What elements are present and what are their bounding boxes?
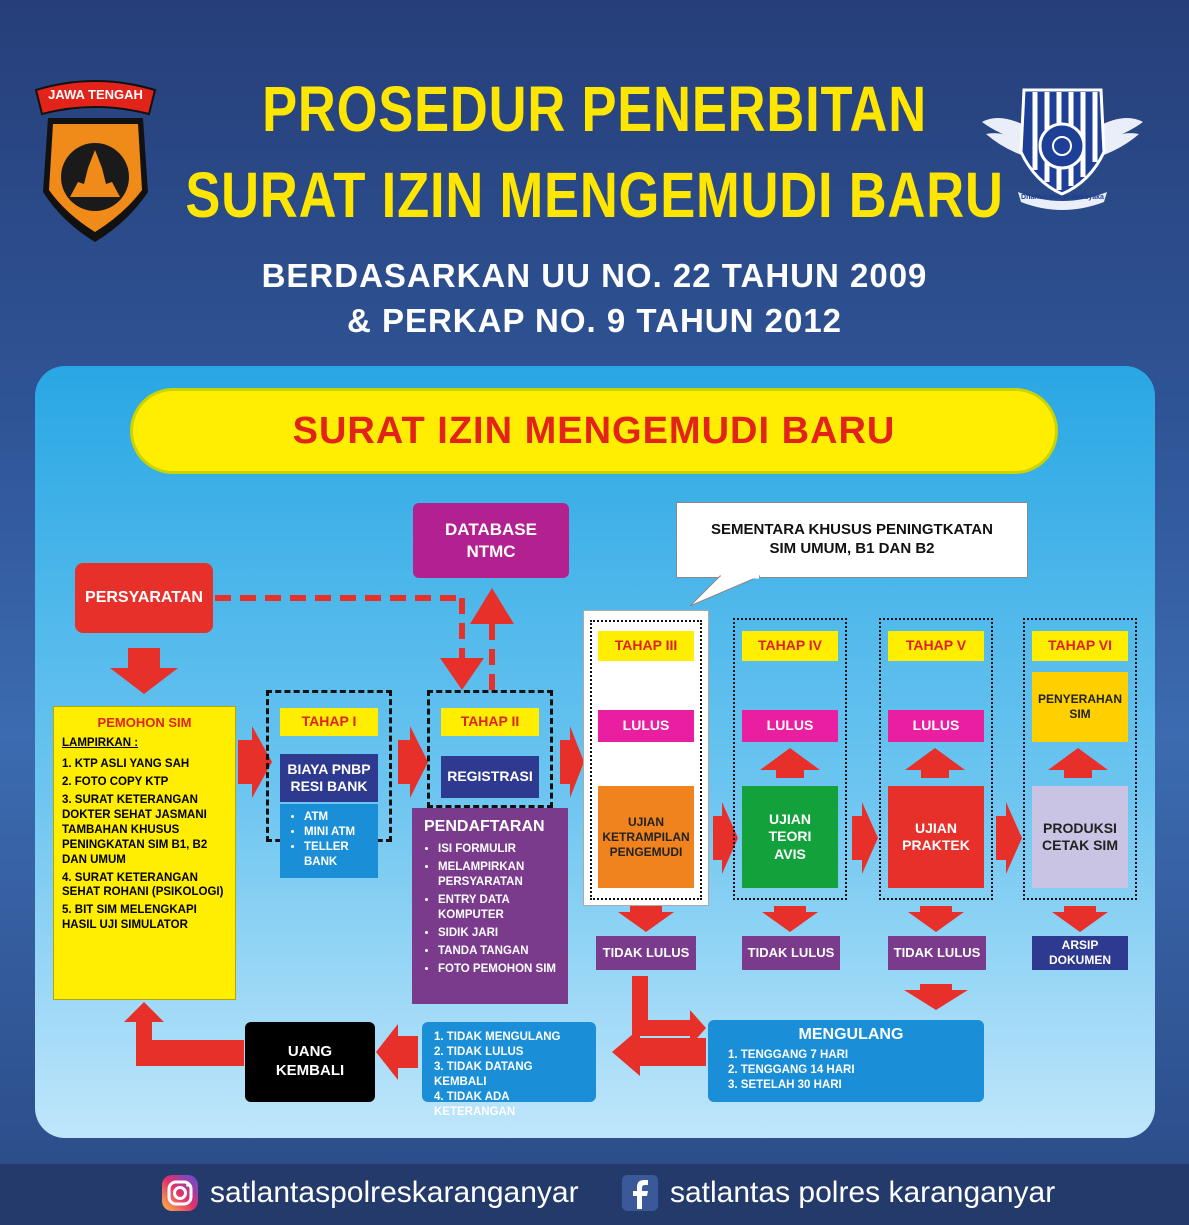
pendaftaran-title: PENDAFTARAN xyxy=(424,818,545,835)
callout-line2: SIM UMUM, B1 DAN B2 xyxy=(769,540,935,557)
tahap1-label: TAHAP I xyxy=(280,708,378,736)
facebook-link[interactable] xyxy=(620,1173,1055,1213)
pendaftaran-list xyxy=(424,842,560,977)
requirement-item: 1. KTP ASLI YANG SAH xyxy=(62,757,190,770)
page-title-line2: SURAT IZIN MENGEMUDI BARU xyxy=(185,159,1004,231)
callout-line1: SEMENTARA KHUSUS PENINGTKATAN xyxy=(711,521,993,539)
tahap3-fail: TIDAK LULUS xyxy=(596,936,696,970)
pendaftaran-item: • SIDIK JARI xyxy=(438,926,560,941)
payment-method-item: • MINI ATM xyxy=(304,825,372,840)
pendaftaran-item: • FOTO PEMOHON SIM xyxy=(438,962,560,977)
pendaftaran-item: • MELAMPIRKAN PERSYARATAN xyxy=(438,860,560,890)
tahap4-fail: TIDAK LULUS xyxy=(742,936,840,970)
tidak-item: 3. TIDAK DATANG KEMBALI xyxy=(434,1060,533,1088)
tidak-list xyxy=(434,1030,588,1120)
database-line2: NTMC xyxy=(466,541,516,561)
mengulang-item: 1. TENGGANG 7 HARI xyxy=(728,1049,849,1061)
produksi-cetak-box: PRODUKSI CETAK SIM xyxy=(1032,786,1128,888)
tahap2-label: TAHAP II xyxy=(441,708,539,736)
tahap4-lulus: LULUS xyxy=(742,710,838,742)
pemohon-title: PEMOHON SIM xyxy=(97,715,192,730)
instagram-handle: satlantaspolreskaranganyar xyxy=(210,1176,579,1209)
pendaftaran-item: • TANDA TANGAN xyxy=(438,944,560,959)
uang-line2: KEMBALI xyxy=(275,1062,345,1079)
instagram-icon xyxy=(160,1173,200,1213)
tahap5-fail: TIDAK LULUS xyxy=(888,936,986,970)
mengulang-item: 2. TENGGANG 14 HARI xyxy=(728,1063,855,1076)
mengulang-title: MENGULANG xyxy=(798,1026,904,1043)
pemohon-sim-box xyxy=(53,706,236,1000)
facebook-handle: satlantas polres karanganyar xyxy=(670,1176,1056,1209)
database-line1: DATABASE xyxy=(445,520,537,540)
tidak-item: 1. TIDAK MENGULANG xyxy=(434,1031,561,1043)
lampiran-label: LAMPIRKAN : xyxy=(62,737,139,749)
callout-note xyxy=(676,502,1028,578)
tahap6-label: TAHAP VI xyxy=(1032,631,1128,661)
mengulang-list xyxy=(728,1048,974,1093)
ujian-ketrampilan-box: UJIAN KETRAMPILAN PENGEMUDI xyxy=(598,786,694,888)
payment-method-item: • ATM xyxy=(304,810,372,825)
uang-line1: UANG xyxy=(287,1043,333,1061)
persyaratan-box: PERSYARATAN xyxy=(75,563,213,633)
pendaftaran-box xyxy=(412,808,568,1004)
registrasi-box: REGISTRASI xyxy=(441,756,539,798)
mengulang-box xyxy=(708,1020,984,1102)
facebook-icon xyxy=(620,1173,660,1213)
tidak-list-box xyxy=(422,1022,596,1118)
requirement-item: 5. BIT SIM MELENGKAPI HASIL UJI SIMULATOR xyxy=(62,904,197,932)
penyerahan-sim-box: PENYERAHAN SIM xyxy=(1032,672,1128,742)
tahap3-lulus: LULUS xyxy=(598,710,694,742)
badge-label: JAWA TENGAH xyxy=(48,87,143,102)
tidak-item: 2. TIDAK LULUS xyxy=(434,1045,524,1058)
requirement-item: 4. SURAT KETERANGAN SEHAT ROHANI (PSIKOLOGI) xyxy=(62,871,224,899)
instagram-link[interactable] xyxy=(160,1173,579,1213)
ujian-teori-box: UJIAN TEORI AVIS xyxy=(742,786,838,888)
payment-methods-box xyxy=(280,804,378,878)
tahap4-label: TAHAP IV xyxy=(742,631,838,661)
pendaftaran-item: • ISI FORMULIR xyxy=(438,842,560,857)
tahap5-lulus: LULUS xyxy=(888,710,984,742)
requirement-item: 2. FOTO COPY KTP xyxy=(62,775,169,788)
pendaftaran-item: • ENTRY DATA KOMPUTER xyxy=(438,893,560,923)
page-title-line1: PROSEDUR PENERBITAN xyxy=(262,73,927,145)
payment-method-item: • TELLER BANK xyxy=(304,840,372,870)
requirement-item: 3. SURAT KETERANGAN DOKTER SEHAT JASMANI TAMBAHAN KHUSUS PENINGKATAN SIM B1, B2 DAN UMUM xyxy=(62,793,208,866)
section-banner: SURAT IZIN MENGEMUDI BARU xyxy=(130,388,1058,474)
ujian-praktek-box: UJIAN PRAKTEK xyxy=(888,786,984,888)
subtitle-line2: & PERKAP NO. 9 TAHUN 2012 xyxy=(346,302,843,339)
database-ntmc-box xyxy=(413,503,569,578)
arsip-dokumen-box: ARSIP DOKUMEN xyxy=(1032,936,1128,970)
subtitle-line1: BERDASARKAN UU NO. 22 TAHUN 2009 xyxy=(261,257,928,294)
payment-methods-list xyxy=(290,810,372,870)
uang-kembali-box xyxy=(245,1022,375,1102)
tidak-item: 4. TIDAK ADA KETERANGAN xyxy=(434,1090,516,1118)
tahap3-label: TAHAP III xyxy=(598,631,694,661)
logo-motto: Dharma Marga Raksyaka xyxy=(1021,194,1104,201)
mengulang-item: 3. SETELAH 30 HARI xyxy=(728,1078,842,1091)
tahap5-label: TAHAP V xyxy=(888,631,984,661)
pemohon-requirements xyxy=(62,757,227,933)
biaya-pnbp-box: BIAYA PNBP RESI BANK xyxy=(280,754,378,802)
